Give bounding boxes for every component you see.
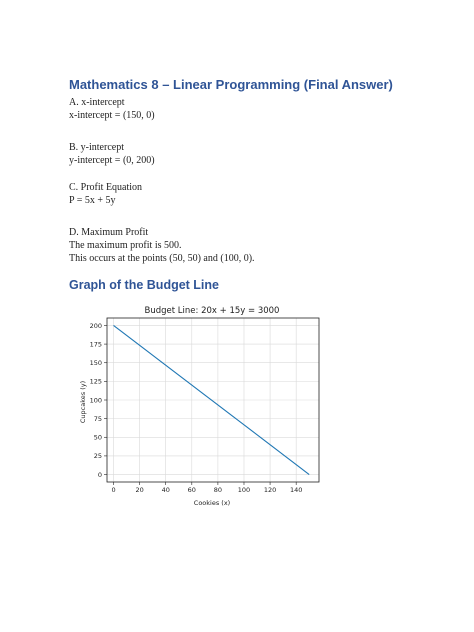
y-axis-label: Cupcakes (y) [79, 380, 87, 424]
budget-line-chart [70, 300, 330, 510]
chart-svg [70, 300, 330, 510]
x-tick-label: 0 [111, 486, 116, 494]
y-tick-label: 75 [93, 414, 102, 423]
section-d-heading: D. Maximum Profit [69, 227, 149, 238]
y-tick-label: 50 [93, 433, 102, 442]
section-a-heading: A. x-intercept [69, 97, 125, 108]
y-tick-label: 100 [89, 396, 102, 405]
section-a-line-1: x-intercept = (150, 0) [69, 110, 155, 121]
x-tick-label: 80 [213, 486, 223, 494]
section-b-line-1: y-intercept = (0, 200) [69, 155, 155, 166]
section-c-line-1: P = 5x + 5y [69, 195, 116, 206]
tick-layer [90, 322, 303, 494]
x-tick-label: 120 [263, 486, 277, 494]
y-tick-label: 175 [89, 340, 102, 349]
section-c-heading: C. Profit Equation [69, 182, 143, 193]
section-d-line-1: The maximum profit is 500. [69, 240, 182, 251]
y-tick-label: 125 [89, 377, 102, 386]
y-tick-label: 0 [97, 470, 102, 479]
chart-title: Budget Line: 20x + 15y = 3000 [144, 306, 280, 316]
section-b-heading: B. y-intercept [69, 142, 124, 153]
x-axis-label: Cookies (x) [193, 499, 231, 507]
document-title: Mathematics 8 – Linear Programming (Final Answer) [69, 77, 393, 92]
x-tick-label: 40 [161, 486, 170, 494]
y-tick-label: 25 [93, 452, 102, 461]
x-tick-label: 100 [237, 486, 251, 494]
graph-heading: Graph of the Budget Line [69, 278, 219, 292]
x-tick-label: 20 [135, 486, 144, 494]
section-d-line-2: This occurs at the points (50, 50) and (100, 0). [69, 253, 255, 264]
y-tick-label: 200 [89, 321, 102, 330]
x-tick-label: 140 [289, 486, 303, 494]
y-tick-label: 150 [89, 359, 102, 368]
x-tick-label: 60 [187, 486, 196, 494]
